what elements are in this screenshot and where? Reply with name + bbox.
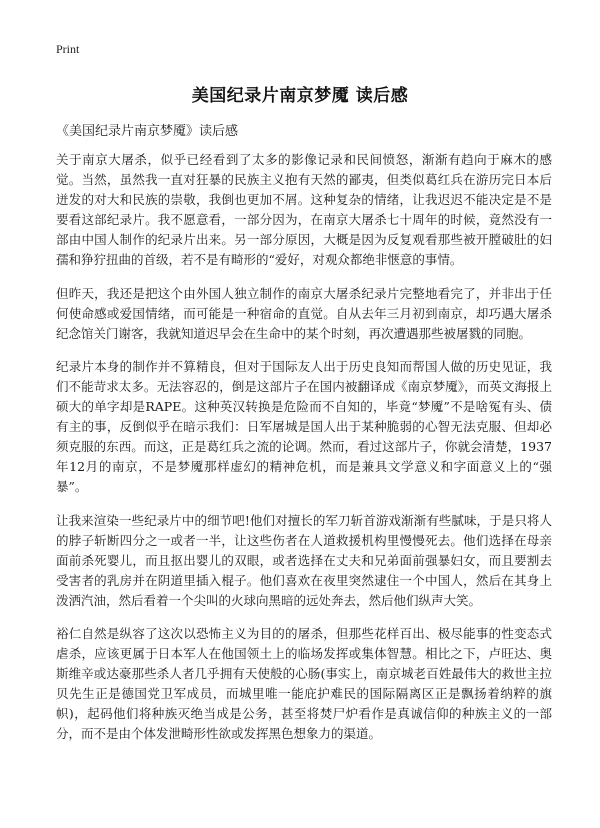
- paragraph-2: 但昨天，我还是把这个由外国人独立制作的南京大屠杀纪录片完整地看完了，并非出于任何使命感或爱国情绪，而可能是一种宿命的直觉。自从去年三月初到南京，却巧遇大屠杀纪念馆关门谢客，我就知道迟早会在生命中的某个时刻，再次遭遇那些被屠戮的同胞。: [56, 285, 552, 341]
- document-body: [56, 150, 552, 758]
- paragraph-3: 纪录片本身的制作并不算精良，但对于国际友人出于历史良知而帮国人做的历史见证，我们不能苛求太多。无法容忍的，倒是这部片子在国内被翻译成《南京梦魇》，而英文海报上硕大的单字却是RAPE。这种英汉转换是危险而不自知的，毕竟“梦魇”不是啥冤有头、债有主的事，反倒似乎在暗示我们：日军屠城是国人出于某种脆弱的心智无法克服、但却必须克服的东西。而这，正是葛红兵之流的论调。然而，看过这部片子，你就会清楚，1937年12月的南京，不是梦魇那样虚幻的精神危机，而是兼具文学意义和字面意义上的“强暴”。: [56, 358, 552, 495]
- paragraph-4: 让我来渲染一些纪录片中的细节吧!他们对擅长的军刀斩首游戏渐渐有些腻味，于是只将人的脖子斩断四分之一或者一半，让这些伤者在人道救援机构里慢慢死去。他们选择在母亲面前杀死婴儿，而且抠出婴儿的双眼，或者选择在丈夫和兄弟面前强暴妇女，而且要割去受害者的乳房并在阴道里插入棍子。他们喜欢在夜里突然逮住一个中国人，然后在其身上泼洒汽油，然后看着一个尖叫的火球向黑暗的远处奔去，然后他们纵声大笑。: [56, 512, 552, 608]
- paragraph-1: 关于南京大屠杀，似乎已经看到了太多的影像记录和民间愤怒，渐渐有趋向于麻木的感觉。当然，虽然我一直对狂暴的民族主义抱有天然的鄙夷，但类似葛红兵在游历完日本后迸发的对大和民族的崇敬，我倒也更加不屑。这种复杂的情绪，让我迟迟不能决定是不是要看这部纪录片。我不愿意看，一部分因为，在南京大屠杀七十周年的时候，竟然没有一部由中国人制作的纪录片出来。另一部分原因，大概是因为反复观看那些被开膛破肚的妇孺和狰狞扭曲的首级，若不是有畸形的“爱好，对观众都绝非惬意的事情。: [56, 152, 552, 268]
- document-subtitle: 《美国纪录片南京梦魇》读后感: [56, 124, 239, 139]
- paragraph-5: 裕仁自然是纵容了这次以恐怖主义为目的的屠杀，但那些花样百出、极尽能事的性变态式虐杀，应该更属于日本军人在他国领土上的临场发挥或集体智慧。相比之下，卢旺达、奥斯维辛或达豪那些杀人者几乎拥有天使般的心肠(事实上，南京城老百姓最伟大的救世主拉贝先生正是德国党卫军成员，而城里唯一能庇护难民的国际隔离区正是飘扬着纳粹的旗帜)，起码他们将种族灭绝当成是公务，甚至将焚尸炉看作是真诚信仰的种族主义的一部分，而不是由个体发泄畸形性欲或发挥黑色想象力的渠道。: [56, 625, 552, 742]
- print-label: Print: [56, 42, 80, 56]
- document-title: 美国纪录片南京梦魇 读后感: [191, 86, 409, 106]
